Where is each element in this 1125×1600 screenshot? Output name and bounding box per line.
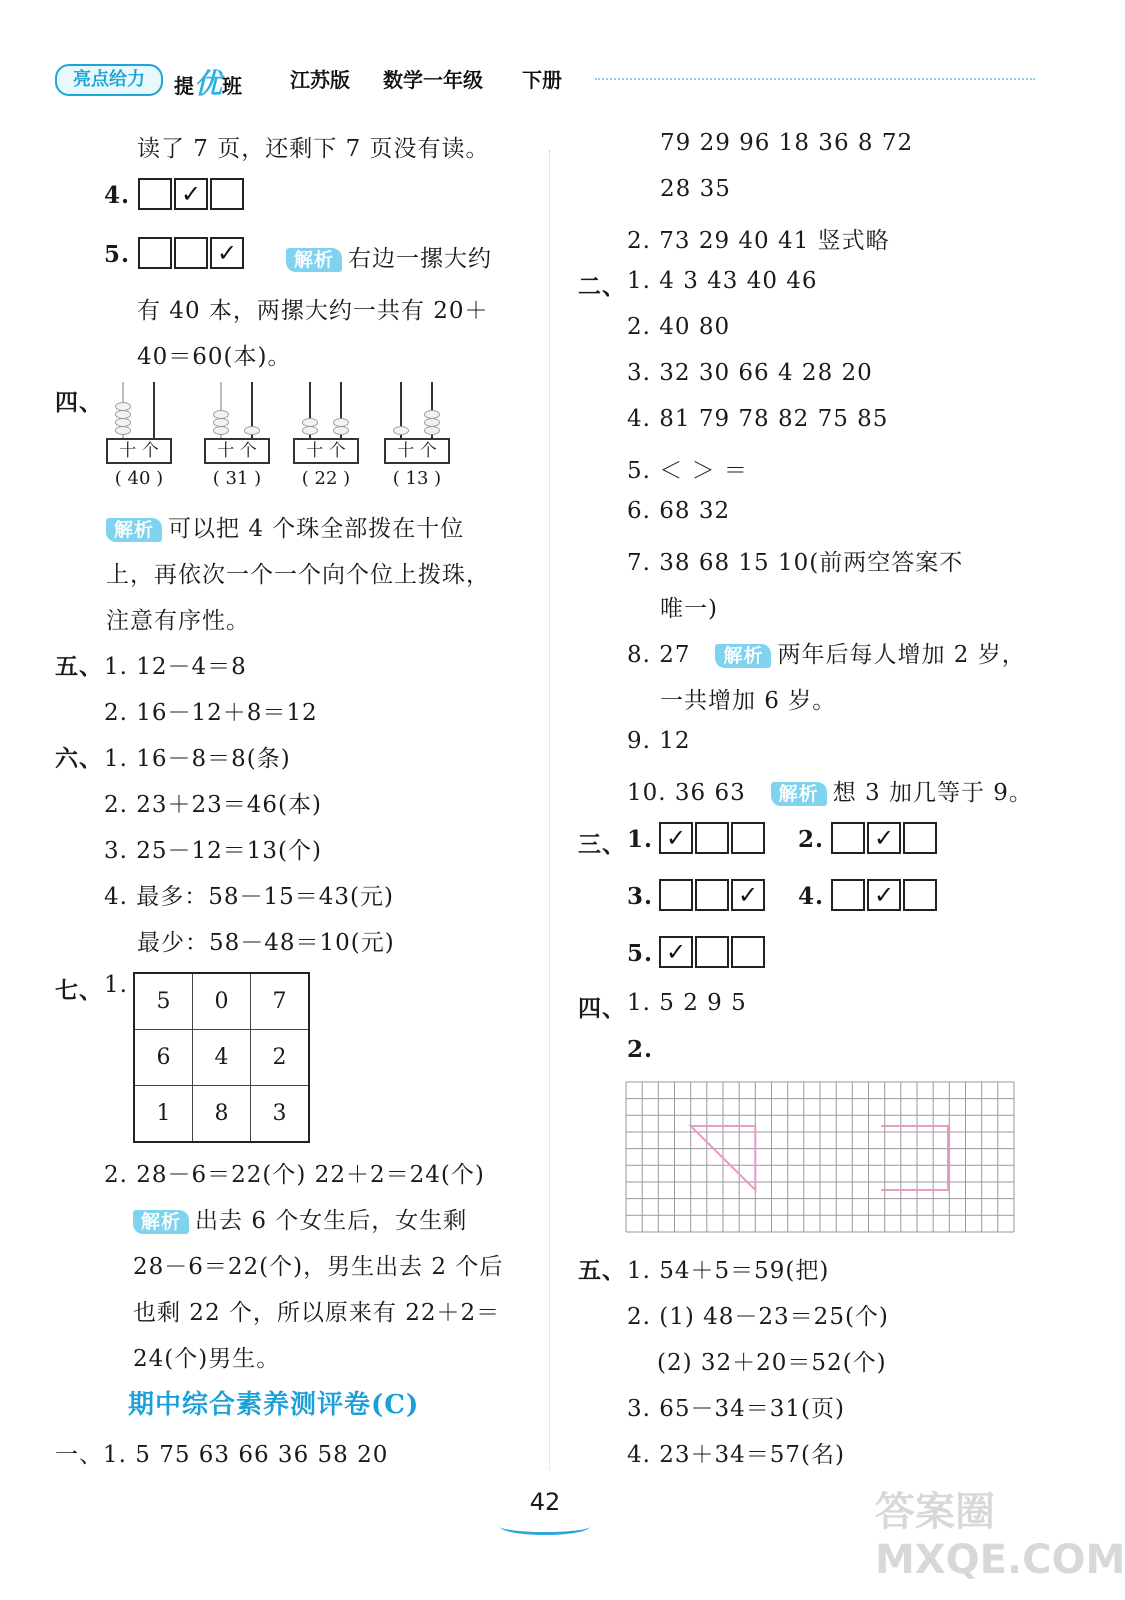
check-box: ✓ (867, 822, 901, 854)
check-box: ✓ (174, 178, 208, 210)
sec4-explanation (106, 510, 464, 543)
answer-box (695, 879, 729, 911)
subject: 数学一年级 (383, 68, 483, 92)
grid-lines (626, 1082, 1014, 1232)
page-number-swoosh (500, 1518, 590, 1535)
q5-explanation (286, 240, 492, 273)
s7-explanation-line3: 也剩 22 个，所以原来有 22＋2＝ (133, 1300, 501, 1326)
analysis-badge: 解析 (133, 1210, 189, 1234)
brand-logo: 亮点给力 (55, 64, 163, 96)
r-section-3-label: 三、 (578, 831, 626, 858)
answer-box (659, 879, 693, 911)
magic-square (133, 972, 310, 1143)
abacus-13: 十 个 ( 13 ) (384, 382, 450, 492)
answer-box (903, 879, 937, 911)
column-divider (549, 150, 550, 1470)
r2-item2: 2. 40 80 (627, 314, 731, 340)
answer-box (174, 237, 208, 269)
r3-item4-boxes (831, 879, 939, 911)
r3-item5-number: 5. (627, 940, 654, 967)
magic-cell: 2 (251, 1030, 310, 1086)
r3-item1-number: 1. (627, 826, 654, 853)
r2-item8-explanation-line2: 一共增加 6 岁。 (660, 688, 837, 714)
abacus-22: 十 个 ( 22 ) (293, 382, 359, 492)
q5-number: 5. (104, 241, 131, 268)
s7-item1-number: 1. (104, 972, 128, 998)
section-title: 期中综合素养测评卷(C) (128, 1390, 420, 1420)
section-5-label: 五、 (55, 653, 103, 680)
answer-box (210, 178, 244, 210)
section-4-label: 四、 (55, 389, 103, 416)
series-highlight: 优 (194, 67, 223, 100)
r-line-0a: 79 29 96 18 36 8 72 (660, 130, 914, 156)
r5-item1: 1. 54＋5＝59(把) (627, 1258, 830, 1284)
answer-box (731, 822, 765, 854)
explanation-text: 想 3 加几等于 9。 (832, 780, 1033, 806)
s7-item2: 2. 28－6＝22(个) 22＋2＝24(个) (104, 1162, 485, 1188)
check-box: ✓ (659, 822, 693, 854)
abacus-base: 十 个 (106, 438, 172, 464)
s7-explanation (133, 1202, 467, 1235)
r5-item4: 4. 23＋34＝57(名) (627, 1442, 846, 1468)
r2-item7b: 唯一) (660, 596, 718, 622)
r-item1-2: 2. 73 29 40 41 竖式略 (627, 228, 890, 254)
explanation-text: 可以把 4 个珠全部拨在十位 (168, 516, 465, 542)
answer-box (731, 936, 765, 968)
r-section-5-label: 五、 (578, 1257, 626, 1284)
s6-item2: 2. 23＋23＝46(本) (104, 792, 323, 818)
answer-box (695, 822, 729, 854)
r5-item2a: 2. (1) 48－23＝25(个) (627, 1304, 889, 1330)
check-box: ✓ (731, 879, 765, 911)
r-line-0b: 28 35 (660, 176, 731, 202)
answer-box (138, 178, 172, 210)
s6-item3: 3. 25－12＝13(个) (104, 838, 323, 864)
r5-item3: 3. 65－34＝31(页) (627, 1396, 846, 1422)
q4-boxes (138, 178, 246, 210)
answer-box (903, 822, 937, 854)
r3-item3-boxes (659, 879, 767, 911)
check-box: ✓ (867, 879, 901, 911)
r2-item3: 3. 32 30 66 4 28 20 (627, 360, 873, 386)
answer-box (695, 936, 729, 968)
watermark (875, 1480, 1125, 1583)
section-7-label: 七、 (55, 977, 103, 1004)
analysis-badge: 解析 (715, 644, 771, 668)
s7-explanation-line2: 28－6＝22(个)，男生出去 2 个后 (133, 1254, 504, 1280)
magic-cell: 4 (193, 1030, 251, 1086)
r2-item7a: 7. 38 68 15 10(前两空答案不 (627, 550, 964, 576)
r2-item5: 5. ＜ ＞ ＝ (627, 458, 748, 484)
magic-cell: 8 (193, 1086, 251, 1143)
r2-item10 (627, 774, 1033, 807)
r3-item2-boxes (831, 822, 939, 854)
abacus-value: ( 13 ) (392, 468, 442, 489)
magic-cell: 6 (134, 1030, 193, 1086)
r3-item3-number: 3. (627, 883, 654, 910)
s6-item1: 1. 16－8＝8(条) (104, 746, 291, 772)
q5-explanation-line3: 40＝60(本)。 (137, 344, 292, 370)
item-text: 8. 27 (627, 642, 691, 668)
check-box: ✓ (659, 936, 693, 968)
r3-item2-number: 2. (798, 826, 825, 853)
r5-item2b: (2) 32＋20＝52(个) (657, 1350, 887, 1376)
explanation-text: 两年后每人增加 2 岁， (777, 642, 1026, 668)
r2-item8 (627, 636, 1026, 669)
sec4-explanation-line3: 注意有序性。 (106, 608, 250, 634)
series-title (174, 62, 242, 102)
magic-cell: 1 (134, 1086, 193, 1143)
s6-item4b: 最少：58－48＝10(元) (137, 930, 395, 956)
r2-item1: 1. 4 3 43 40 46 (627, 268, 818, 294)
analysis-badge: 解析 (286, 248, 342, 272)
magic-cell: 0 (193, 973, 251, 1030)
edition: 江苏版 (290, 68, 350, 92)
series-suffix: 班 (222, 74, 243, 98)
r3-item1-boxes (659, 822, 767, 854)
s7-explanation-line4: 24(个)男生。 (133, 1346, 281, 1372)
magic-cell: 5 (134, 973, 193, 1030)
left-line-1: 读了 7 页，还剩下 7 页没有读。 (137, 136, 490, 162)
grid-drawing (626, 1082, 1014, 1232)
r4-item2-number: 2. (627, 1036, 654, 1063)
magic-cell: 7 (251, 973, 310, 1030)
abacus-40 (106, 382, 172, 492)
abacus-value: ( 22 ) (301, 468, 351, 489)
sec4-explanation-line2: 上，再依次一个一个向个位上拨珠， (106, 562, 490, 588)
r3-item4-number: 4. (798, 883, 825, 910)
check-box: ✓ (210, 237, 244, 269)
s5-item1: 1. 12－4＝8 (104, 654, 247, 680)
watermark-text: 答案圈 MXQE.COM (875, 1489, 1125, 1583)
explanation-text: 右边一摞大约 (348, 246, 493, 272)
analysis-badge: 解析 (771, 782, 827, 806)
s5-item2: 2. 16－12＋8＝12 (104, 700, 318, 726)
answer-box (831, 879, 865, 911)
q5-explanation-line2: 有 40 本，两摞大约一共有 20＋ (137, 298, 489, 324)
c-item1: 一、1. 5 75 63 66 36 58 20 (55, 1442, 389, 1468)
abacus-value: ( 31 ) (212, 468, 262, 489)
rectangle-shape (881, 1126, 948, 1190)
q5-boxes (138, 237, 246, 269)
q4-number: 4. (104, 182, 131, 209)
r-section-2-label: 二、 (578, 273, 626, 300)
volume: 下册 (522, 68, 562, 92)
r4-item1: 1. 5 2 9 5 (627, 990, 747, 1016)
r-section-4-label: 四、 (578, 995, 626, 1022)
analysis-badge: 解析 (106, 518, 162, 542)
answer-box (138, 237, 172, 269)
item-text: 10. 36 63 (627, 780, 746, 806)
section-6-label: 六、 (55, 745, 103, 772)
magic-cell: 3 (251, 1086, 310, 1143)
s6-item4a: 4. 最多：58－15＝43(元) (104, 884, 395, 910)
r2-item6: 6. 68 32 (627, 498, 731, 524)
series-prefix: 提 (174, 74, 194, 98)
page-number: 42 (529, 1488, 561, 1516)
abacus-value: ( 40 ) (114, 468, 164, 489)
r3-item5-boxes (659, 936, 767, 968)
answer-box (831, 822, 865, 854)
header-rule (595, 78, 1035, 80)
explanation-text: 出去 6 个女生后，女生剩 (195, 1208, 468, 1234)
abacus-31: 十 个 ( 31 ) (204, 382, 270, 492)
r2-item9: 9. 12 (627, 728, 691, 754)
r2-item4: 4. 81 79 78 82 75 85 (627, 406, 889, 432)
